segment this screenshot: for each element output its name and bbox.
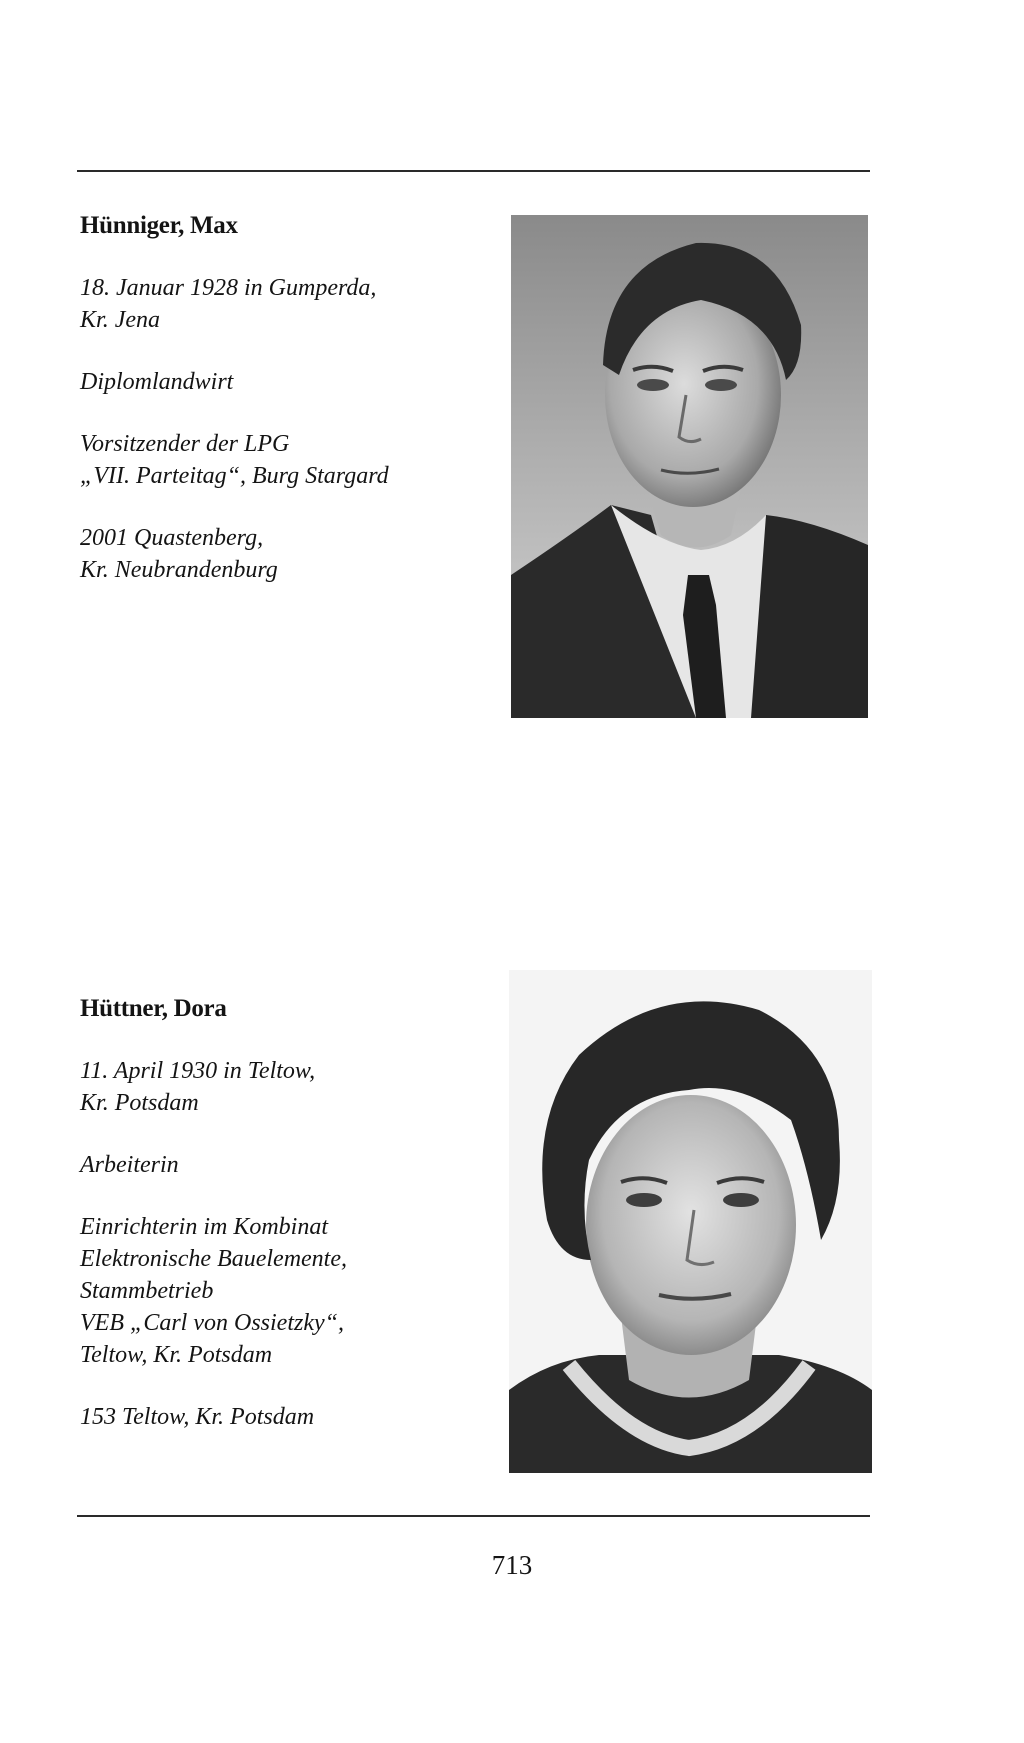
- birth-line: Kr. Potsdam: [80, 1090, 199, 1116]
- position-line: Einrichterin im Kombinat: [80, 1214, 328, 1240]
- address: [80, 522, 480, 586]
- position-line: Stammbetrieb: [80, 1278, 214, 1304]
- birth-line: 11. April 1930 in Teltow,: [80, 1058, 316, 1084]
- position-line: Vorsitzender der LPG: [80, 431, 290, 457]
- birth-line: Kr. Jena: [80, 307, 160, 333]
- birth-info: [80, 1055, 480, 1119]
- profession: [80, 366, 480, 398]
- position: [80, 1211, 480, 1371]
- address-line: Kr. Neubrandenburg: [80, 557, 278, 583]
- address-line: 2001 Quastenberg,: [80, 525, 264, 551]
- address-line: 153 Teltow, Kr. Potsdam: [80, 1404, 315, 1430]
- person-name: Hüttner, Dora: [80, 995, 227, 1022]
- position-line: Elektronische Bauelemente,: [80, 1246, 347, 1272]
- page-number: 713: [491, 1550, 533, 1580]
- profession-line: Arbeiterin: [80, 1152, 179, 1178]
- position: [80, 428, 480, 492]
- position-line: VEB „Carl von Ossietzky“,: [80, 1310, 344, 1336]
- biography-entry: [80, 212, 480, 616]
- top-rule: [77, 170, 870, 172]
- birth-info: [80, 272, 480, 336]
- biography-entry: [80, 995, 480, 1463]
- portrait-photo-man: [511, 215, 868, 718]
- profession-line: Diplomlandwirt: [80, 369, 234, 395]
- portrait-photo-woman: [509, 970, 872, 1473]
- bottom-rule: [77, 1515, 870, 1517]
- address: [80, 1401, 480, 1433]
- position-line: „VII. Parteitag“, Burg Stargard: [80, 463, 389, 489]
- profession: [80, 1149, 480, 1181]
- position-line: Teltow, Kr. Potsdam: [80, 1342, 273, 1368]
- birth-line: 18. Januar 1928 in Gumperda,: [80, 275, 377, 301]
- person-name: Hünniger, Max: [80, 212, 238, 239]
